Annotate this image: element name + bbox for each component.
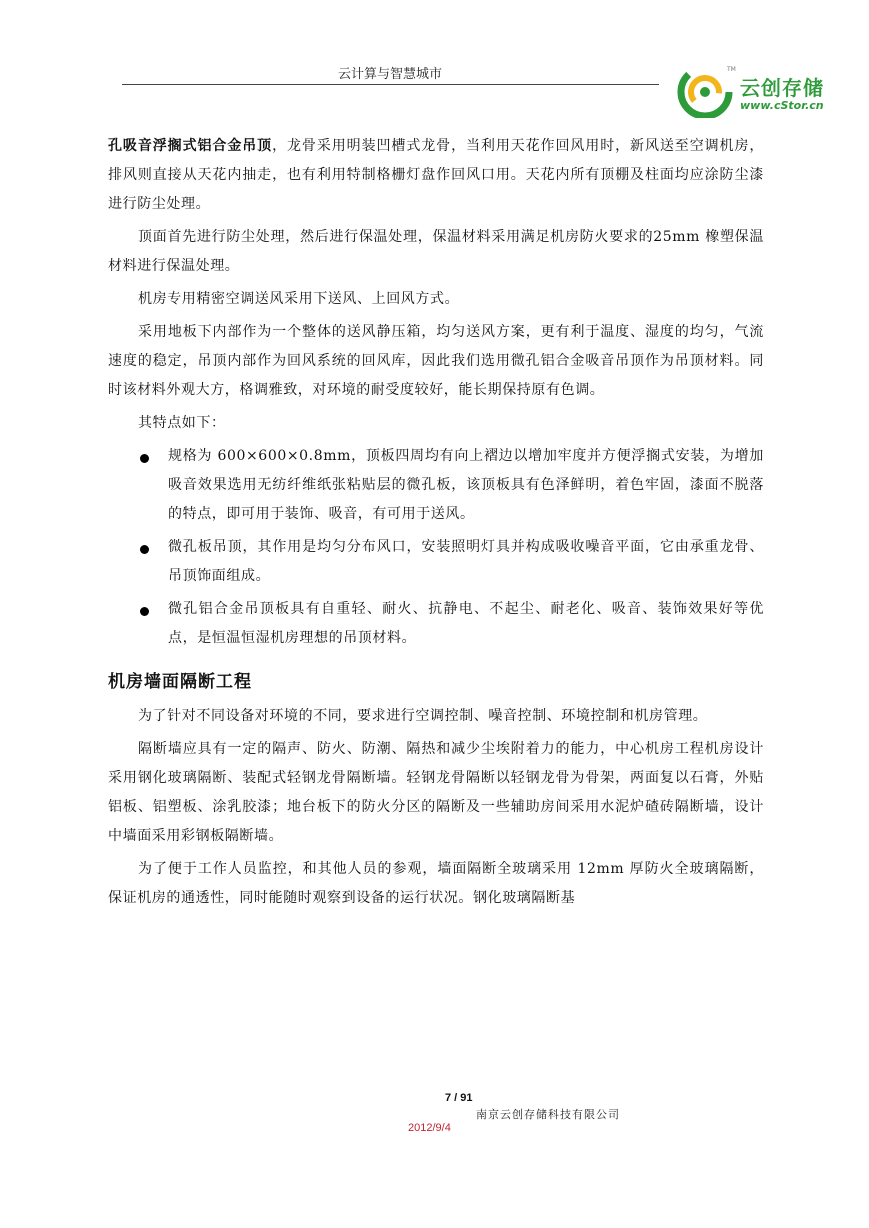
paragraph: 其特点如下： — [138, 415, 226, 431]
list-item-text: 微孔铝合金吊顶板具有自重轻、耐火、抗静电、不起尘、耐老化、吸音、装饰效果好等优点，是恒温恒湿机房理想的吊顶材料。 — [168, 601, 764, 646]
bullet-icon — [140, 607, 149, 616]
list-item — [108, 595, 764, 653]
paragraph: 机房专用精密空调送风采用下送风、上回风方式。 — [138, 291, 460, 307]
bold-phrase: 孔吸音浮搁式铝合金吊顶 — [108, 138, 273, 154]
header-rule — [122, 84, 659, 85]
page-number: 7 / 91 — [445, 1092, 473, 1104]
company-logo — [677, 64, 857, 118]
feature-list — [108, 442, 764, 653]
list-item-text: 微孔板吊顶，其作用是均匀分布风口，安装照明灯具并构成吸收噪音平面，它由承重龙骨、吊顶饰面组成。 — [168, 539, 764, 584]
list-item — [108, 533, 764, 591]
paragraph: 为了针对不同设备对环境的不同，要求进行空调控制、噪音控制、环境控制和机房管理。 — [138, 708, 708, 724]
paragraph-text: ，龙骨采用明装凹槽式龙骨，当利用天花作回风用时，新风送至空调机房，排风则直接从天花内抽走，也有利用特制格栅灯盘作回风口用。天花内所有顶棚及柱面均应涂防尘漆进行防尘处理。 — [108, 138, 764, 212]
logo-name: 云创存储 — [740, 76, 824, 100]
paragraph — [108, 132, 764, 219]
paragraph: 隔断墙应具有一定的隔声、防火、防潮、隔热和减少尘埃附着力的能力，中心机房工程机房设计采用钢化玻璃隔断、装配式轻钢龙骨隔断墙。轻钢龙骨隔断以轻钢龙骨为骨架，两面复以石膏，外贴铝板、铝塑板、涂乳胶漆；地台板下的防火分区的隔断及一些辅助房间采用水泥炉碴砖隔断墙，设计中墙面采用彩钢板隔断墙。 — [108, 741, 764, 844]
paragraph: 为了便于工作人员监控，和其他人员的参观，墙面隔断全玻璃采用 12mm 厚防火全玻璃隔断，保证机房的通透性，同时能随时观察到设备的运行状况。钢化玻璃隔断基 — [108, 861, 764, 906]
header-title: 云计算与智慧城市 — [337, 67, 442, 82]
section-heading: 机房墙面隔断工程 — [108, 672, 252, 692]
document-body — [108, 132, 764, 913]
list-item — [108, 442, 764, 529]
footer-company: 南京云创存储科技有限公司 — [476, 1108, 620, 1121]
logo-swirl-icon — [677, 64, 733, 118]
paragraph: 采用地板下内部作为一个整体的送风静压箱，均匀送风方案，更有利于温度、湿度的均匀，气流速度的稳定，吊顶内部作为回风系统的回风库，因此我们选用微孔铝合金吸音吊顶作为吊顶材料。同时该材料外观大方，格调雅致，对环境的耐受度较好，能长期保持原有色调。 — [108, 324, 764, 398]
footer-date: 2012/9/4 — [408, 1122, 451, 1134]
bullet-icon — [140, 454, 149, 463]
list-item-text: 规格为 600×600×0.8mm，顶板四周均有向上褶边以增加牢度并方便浮搁式安装，为增加吸音效果选用无纺纤维纸张粘贴层的微孔板，该顶板具有色泽鲜明，着色牢固，漆面不脱落的特点，即可用于装饰、吸音，有可用于送风。 — [168, 448, 764, 522]
logo-trademark: TM — [727, 66, 736, 73]
paragraph: 顶面首先进行防尘处理，然后进行保温处理，保温材料采用满足机房防火要求的25mm 橡塑保温材料进行保温处理。 — [108, 229, 764, 274]
logo-url: www.cStor.cn — [740, 99, 824, 112]
bullet-icon — [140, 545, 149, 554]
